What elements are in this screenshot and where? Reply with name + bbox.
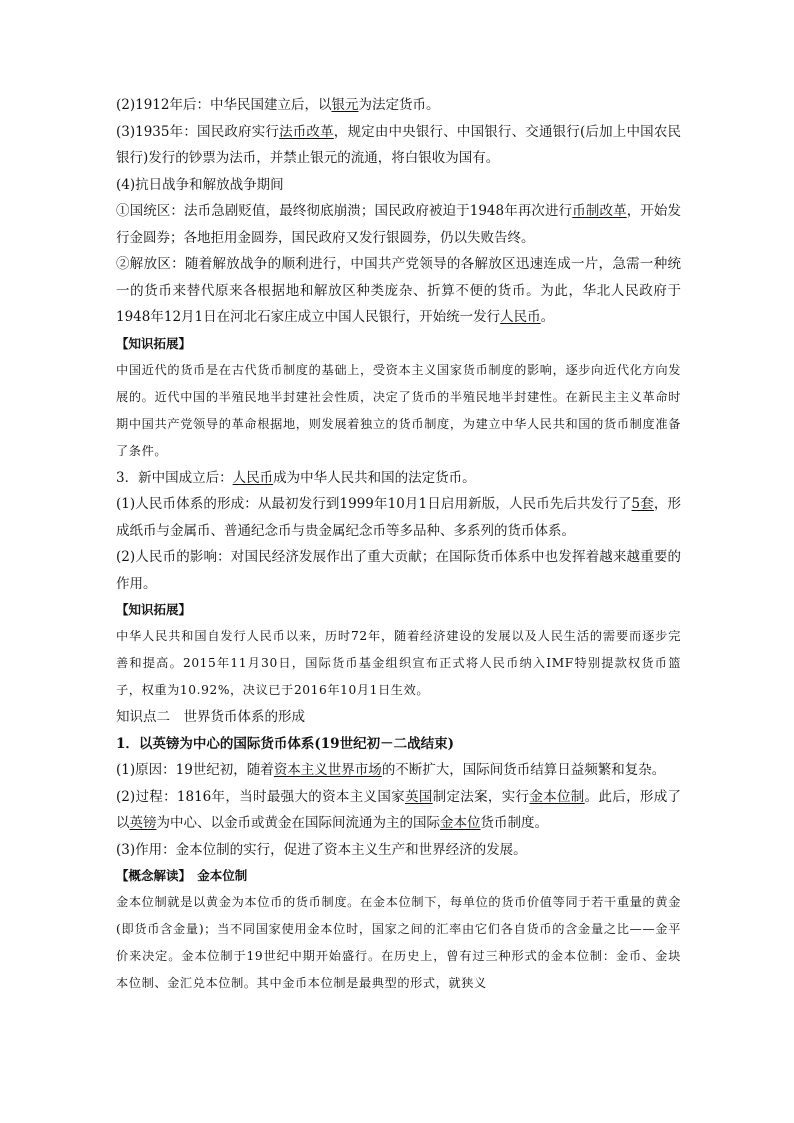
text-segment: 【知识拓展】: [116, 335, 192, 351]
paragraph: [116, 731, 681, 758]
extension-paragraph: [116, 889, 681, 997]
text-segment: (3)1935年：国民政府实行: [116, 123, 280, 140]
text-segment: 【知识拓展】: [116, 602, 192, 617]
text-segment: 为中心、以金币或黄金在国际间流通为主的国际: [156, 815, 440, 831]
text-segment: 中国近代的货币是在古代货币制度的基础上，受资本主义国家货币制度的影响，逐步向近代化方向发展的。近代中国的半殖民地半封建社会性质，决定了货币的半殖民地半封建性。在新民主主义革命时期中国共产党领导的革命根据地，则发展着独立的货币制度，为建立中华人民共和国的货币制度准备了条件。: [116, 362, 681, 458]
extension-paragraph: [116, 357, 681, 465]
text-segment: ①国统区：法币急剧贬值，最终彻底崩溃；国民政府被迫于1948年再次进行: [116, 203, 573, 219]
section-label: [116, 597, 681, 623]
text-segment: ，开始发行金圆券；各地拒用金圆券，国民政府又发行银圆券，仍以失败告终。: [116, 203, 682, 246]
paragraph: [116, 92, 681, 119]
text-segment: (2)过程：1816年，当时最强大的资本主义国家: [116, 788, 405, 805]
paragraph: [116, 465, 681, 492]
text-segment: (2)1912年后：中华民国建立后，以: [116, 97, 332, 113]
paragraph: [116, 119, 681, 172]
extension-paragraph: [116, 623, 681, 704]
text-segment: ，形成纸币与金属币、普通纪念币与贵金属纪念币等多品种、多系列的货币体系。: [116, 496, 681, 539]
underlined-term: 5套: [631, 496, 654, 512]
text-segment: 货币制度。: [480, 815, 548, 831]
paragraph: [116, 704, 681, 731]
paragraph: [116, 198, 681, 251]
text-segment: 的不断扩大，国际间货币结算日益频繁和复杂。: [381, 762, 666, 778]
paragraph: [116, 837, 681, 864]
text-segment: (1)原因：19世纪初，随着: [116, 762, 274, 778]
underlined-term: 人民币: [500, 309, 541, 325]
text-segment: (2)人民币的影响：对国民经济发展作出了重大贡献；在国际货币体系中也发挥着越来越重要的作用。: [116, 549, 681, 592]
text-segment: ，规定由中央银行、中国银行、交通银行(后加上中国农民银行)发行的钞票为法币，并禁止银元的流通，将白银收为国有。: [116, 123, 681, 166]
paragraph: [116, 544, 681, 597]
text-segment: 3．新中国成立后：: [116, 469, 233, 486]
underlined-term: 币制改革: [572, 203, 627, 219]
text-segment: 金本位制就是以黄金为本位币的货币制度。在金本位制下，每单位的货币价值等同于若干重量的黄金(即货币含金量)；当不同国家使用金本位时，国家之间的汇率由它们各自货币的含金量之比——金平价来决定。金本位制于19世纪中期开始盛行。在历史上，曾有过三种形式的金本位制：金币、金块本位制、金汇兑本位制。其中金币本位制是最典型的形式，就狭义: [116, 895, 681, 990]
document-page: [116, 92, 681, 997]
text-segment: 1．以英镑为中心的国际货币体系(19世纪初－二战结束): [116, 735, 454, 752]
text-segment: (4)抗日战争和解放战争期间: [116, 176, 284, 193]
text-segment: 为法定货币。: [358, 97, 440, 113]
underlined-term: 金本位: [440, 815, 481, 831]
text-segment: 制定法案，实行: [432, 788, 530, 805]
underlined-term: 英镑: [129, 815, 157, 831]
paragraph: [116, 757, 681, 784]
underlined-term: 金本位制: [529, 788, 585, 805]
text-segment: (1)人民币体系的形成：从最初发行到1999年10月1日启用新版，人民币先后共发行了: [116, 496, 632, 512]
text-segment: ②解放区：随着解放战争的顺利进行，中国共产党领导的各解放区迅速连成一片，急需一种统一的货币来替代原来各根据地和解放区种类庞杂、折算不便的货币。为此，华北人民政府于1948年12月1日在河北石家庄成立中国人民银行，开始统一发行: [116, 256, 681, 325]
text-segment: 中华人民共和国自发行人民币以来，历时72年，随着经济建设的发展以及人民生活的需要而逐步完善和提高。2015年11月30日，国际货币基金组织宣布正式将人民币纳入IMF特别提款权货币篮子，权重为10.92%，决议已于2016年10月1日生效。: [116, 629, 681, 697]
text-segment: (3)作用：金本位制的实行，促进了资本主义生产和世界经济的发展。: [116, 841, 527, 858]
text-segment: 知识点二 世界货币体系的形成: [116, 709, 305, 725]
text-segment: 。: [540, 309, 555, 325]
underlined-term: 资本主义世界市场: [273, 762, 382, 778]
underlined-term: 法币改革: [279, 123, 334, 140]
text-segment: 【概念解读】 金本位制: [116, 868, 248, 883]
underlined-term: 银元: [331, 97, 359, 113]
paragraph: [116, 491, 681, 544]
paragraph: [116, 172, 681, 199]
text-segment: 成为中华人民共和国的法定货币。: [273, 469, 476, 486]
underlined-term: 英国: [405, 788, 433, 805]
underlined-term: 人民币: [232, 469, 274, 486]
section-label: [116, 863, 681, 889]
paragraph: [116, 251, 681, 331]
text-segment: 。此后，形成了以: [116, 788, 682, 831]
paragraph: [116, 784, 681, 837]
section-label: [116, 331, 681, 357]
